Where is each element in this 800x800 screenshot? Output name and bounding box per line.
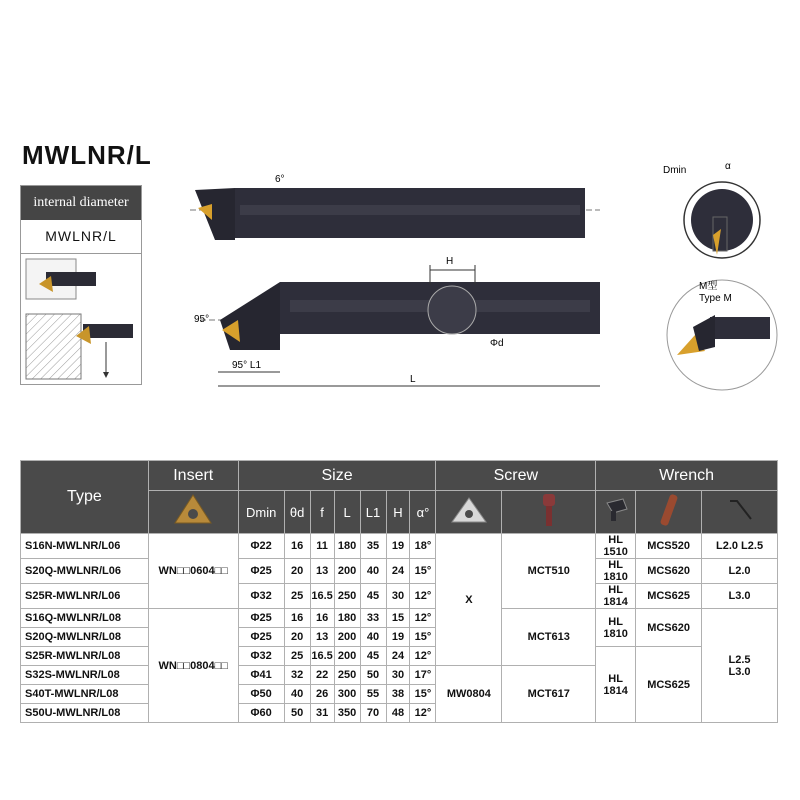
spec-table — [20, 460, 778, 723]
table-row: S16N-MWLNR/L06 WN□□0604□□ Φ22 16 11 180 35 19 18° X MCT510 HL 1510 MCS520 L2.0 L2.5 — [21, 534, 778, 559]
header-screw: Screw — [436, 461, 596, 491]
table-row: S16Q-MWLNR/L08 WN□□0804□□ Φ25 16 16 180 33 15 12° MCT613 HL 1810 MCS620 L2.5 L3.0 — [21, 609, 778, 628]
col-dmin: Dmin — [238, 491, 284, 534]
col-h: H — [386, 491, 410, 534]
tool-diagram — [180, 160, 600, 400]
screw-x: X — [436, 534, 502, 666]
insert-06: WN□□0604□□ — [148, 534, 238, 609]
bore-illustration — [21, 254, 141, 384]
side-box-model: MWLNR/L — [21, 220, 141, 254]
wrench-l25-l30: L2.5 L3.0 — [702, 609, 778, 723]
detail-views — [655, 155, 785, 395]
col-d: θd — [284, 491, 310, 534]
dim-h-label: H — [446, 256, 454, 267]
table-row: S20Q-MWLNR/L08 Φ25 20 13 200 40 19 15° — [21, 628, 778, 647]
dim-phid-label: Φd — [490, 338, 504, 349]
col-l: L — [334, 491, 360, 534]
header-type: Type — [21, 461, 149, 534]
header-insert: Insert — [148, 461, 238, 491]
table-row: S32S-MWLNR/L08 Φ41 32 22 250 50 30 17° MW0804 MCT617 — [21, 666, 778, 685]
side-info-box — [20, 185, 142, 385]
screw-mct510: MCT510 — [502, 534, 596, 609]
page-title: MWLNR/L — [22, 140, 152, 170]
header-wrench: Wrench — [596, 461, 778, 491]
type-m-label-cn: M型 — [699, 281, 718, 292]
side-box-header: internal diameter — [21, 186, 141, 220]
screw-mw0804: MW0804 — [436, 666, 502, 723]
screw-mct617: MCT617 — [502, 666, 596, 723]
alpha-label: α — [725, 161, 731, 172]
dmin-label: Dmin — [663, 165, 687, 176]
insert-08: WN□□0804□□ — [148, 609, 238, 723]
table-row: S40T-MWLNR/L08 Φ50 40 26 300 55 38 15° — [21, 685, 778, 704]
angle-left-label: 95° — [194, 314, 210, 325]
shim-image — [436, 491, 502, 534]
hex-key-image — [702, 491, 778, 534]
torx-wrench-image — [636, 491, 702, 534]
table-row: S50U-MWLNR/L08 Φ60 50 31 350 70 48 12° — [21, 704, 778, 723]
angle-top-label: 6° — [275, 174, 285, 185]
table-row: S20Q-MWLNR/L06 Φ25 20 13 200 40 24 15° HL 1810 MCS620 L2.0 — [21, 559, 778, 584]
screw-image — [502, 491, 596, 534]
table-row: S25R-MWLNR/L08 Φ32 25 16.5 200 45 24 12° HL 1814 MCS625 — [21, 647, 778, 666]
clamp-wrench-image — [596, 491, 636, 534]
col-l1: L1 — [360, 491, 386, 534]
dim-l-label: L — [410, 374, 416, 385]
col-alpha: α° — [410, 491, 436, 534]
angle-bottom-label: 95° L1 — [232, 360, 262, 371]
col-f: f — [310, 491, 334, 534]
type-m-label-en: Type M — [699, 293, 732, 304]
insert-image — [148, 491, 238, 534]
screw-mct613: MCT613 — [502, 609, 596, 666]
table-row: S25R-MWLNR/L06 Φ32 25 16.5 250 45 30 12° HL 1814 MCS625 L3.0 — [21, 584, 778, 609]
header-size: Size — [238, 461, 436, 491]
